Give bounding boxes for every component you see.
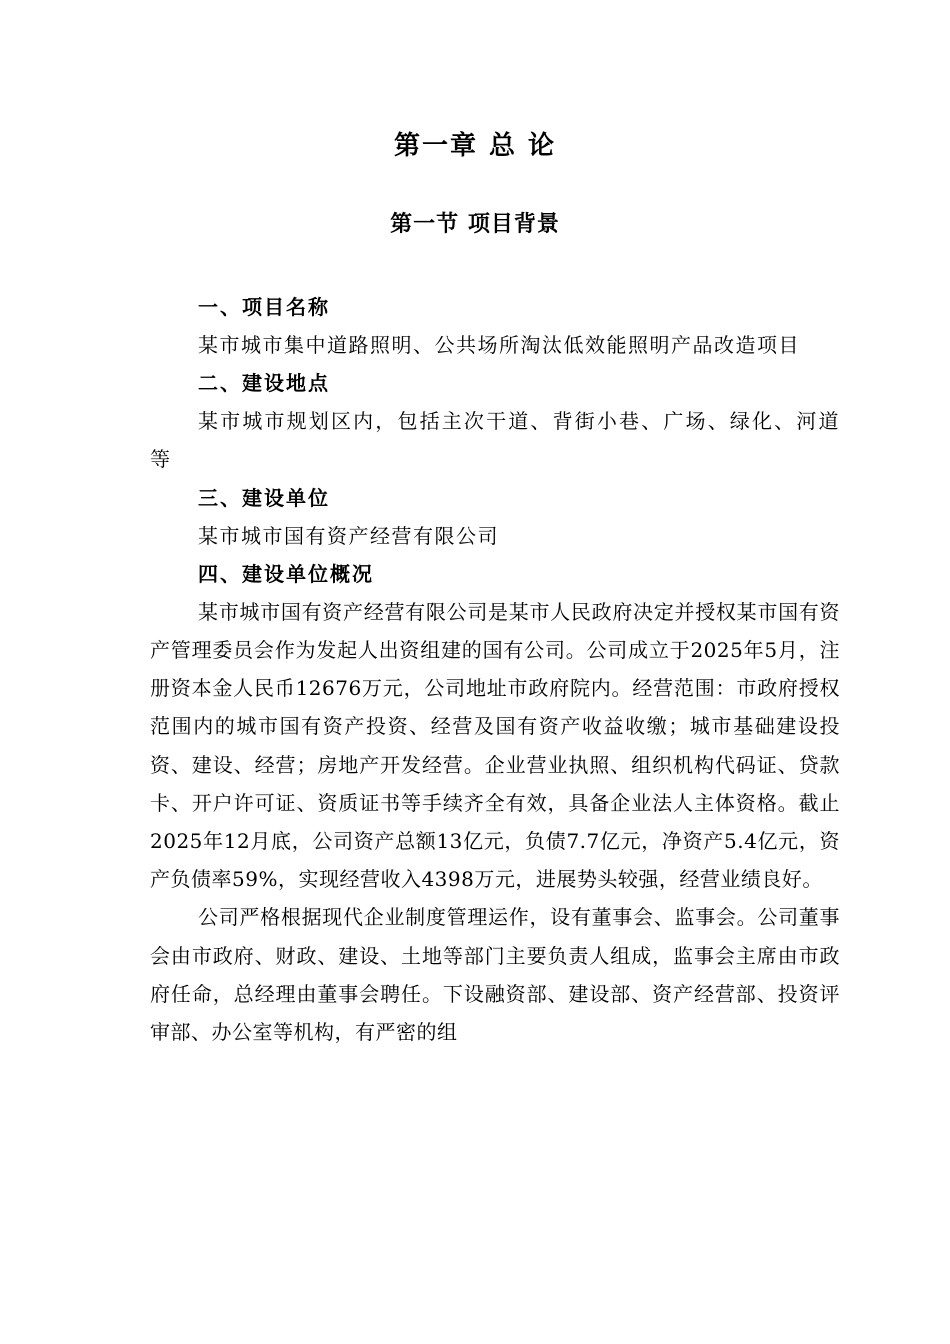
- paragraph-construction-site: 某市城市规划区内，包括主次干道、背街小巷、广场、绿化、河道等: [150, 409, 840, 472]
- chapter-title: 第一章 总 论: [393, 131, 557, 161]
- section-title: 第一节 项目背景: [390, 212, 560, 237]
- paragraph-construction-unit: 某市城市国有资产经营有限公司: [198, 523, 499, 548]
- heading-project-name: 一、项目名称: [198, 295, 330, 319]
- heading-construction-unit: 三、建设单位: [198, 485, 330, 510]
- paragraph-unit-overview-1: 某市城市国有资产经营有限公司是某市人民政府决定并授权某市国有资产管理委员会作为发起人出资组建的国有公司。公司成立于2025年5月，注册资本金人民币12676万元，公司地址市政府院内。经营范围：市政府授权范围内的城市国有资产投资、经营及国有资产收益收缴；城市基础建设投资、建设、经营；房地产开发经营。企业营业执照、组织机构代码证、贷款卡、开户许可证、资质证书等手续齐全有效，具备企业法人主体资格。截止2025年12月底，公司资产总额13亿元，负债7.7亿元，净资产5.4亿元，资产负债率59%，实现经营收入4398万元，进展势头较强，经营业绩良好。: [150, 599, 840, 892]
- paragraph-unit-overview-2: 公司严格根据现代企业制度管理运作，设有董事会、监事会。公司董事会由市政府、财政、建设、土地等部门主要负责人组成，监事会主席由市政府任命，总经理由董事会聘任。下设融资部、建设部、资产经营部、投资评审部、办公室等机构，有严密的组: [150, 905, 840, 1045]
- heading-construction-site: 二、建设地点: [198, 371, 330, 396]
- paragraph-project-name: 某市城市集中道路照明、公共场所淘汰低效能照明产品改造项目: [198, 333, 800, 357]
- heading-unit-overview: 四、建设单位概况: [198, 561, 374, 586]
- document-body: [150, 288, 840, 1051]
